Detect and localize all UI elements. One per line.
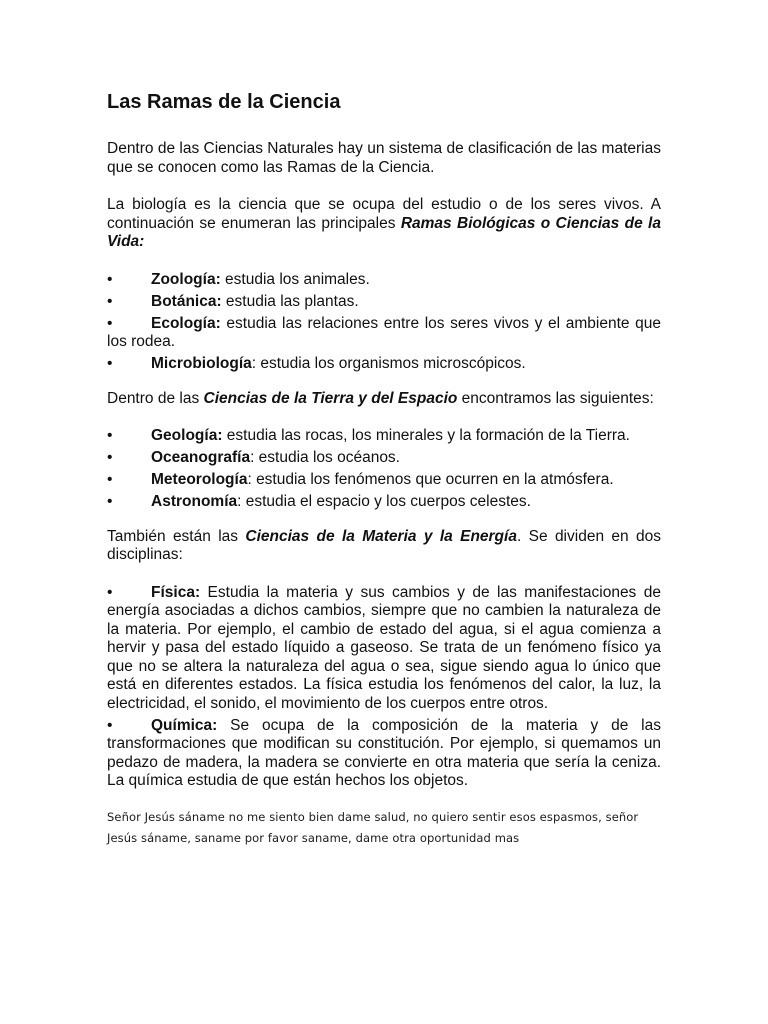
list-item xyxy=(107,355,661,374)
list-item xyxy=(107,471,661,490)
handwritten-note: Señor Jesús sáname no me siento bien dame salud, no quiero sentir esos espasmos, señor Jesús sáname, saname por favor saname, dame otra oportunidad mas xyxy=(107,809,639,845)
branch-desc: estudia las relaciones entre los seres vivos y el ambiente que los rodea. xyxy=(107,314,661,350)
earth-intro-paragraph xyxy=(107,390,661,409)
list-item xyxy=(107,449,661,468)
branch-desc: : estudia el espacio y los cuerpos celestes. xyxy=(237,493,531,510)
branch-term: Meteorología xyxy=(151,471,248,488)
document-body xyxy=(107,88,661,849)
matter-intro-post: . Se dividen en dos disciplinas: xyxy=(107,527,661,563)
earth-intro-post: encontramos las siguientes: xyxy=(457,389,654,407)
list-item xyxy=(107,315,661,352)
branch-term: Zoología: xyxy=(151,270,221,288)
branch-desc: estudia las rocas, los minerales y la formación de la Tierra. xyxy=(222,427,630,444)
bullet: • xyxy=(107,427,113,444)
branch-term: Ecología: xyxy=(151,314,221,332)
list-item xyxy=(107,293,661,312)
earth-branches-list xyxy=(107,427,661,512)
bullet: • xyxy=(107,292,113,310)
bullet: • xyxy=(107,449,113,466)
matter-intro-emphasis: Ciencias de la Materia y la Energía xyxy=(245,527,517,545)
branch-term: Botánica: xyxy=(151,292,222,310)
bullet: • xyxy=(107,314,113,332)
branch-term: Oceanografía xyxy=(151,449,251,466)
branch-term: Geología: xyxy=(151,427,223,444)
branch-desc: Estudia la materia y sus cambios y de las manifestaciones de energía asociadas a dichos cambios, siempre que no cambien la naturaleza de la materia. Por ejemplo, el cambio de estado del agua, si el agua comienza a hervir y pasa del estado líquido a gaseoso. Se trata de un fenómeno físico ya que no se altera la naturaleza del agua o sea, sigue siendo agua lo único que está en diferentes estados. La física estudia los fenómenos del calor, la luz, la electricidad, el sonido, el movimiento de los cuerpos entre otros. xyxy=(107,583,661,712)
branch-desc: : estudia los océanos. xyxy=(250,449,400,466)
branch-desc: : estudia los fenómenos que ocurren en la atmósfera. xyxy=(247,471,614,488)
branch-desc: : estudia los organismos microscópicos. xyxy=(251,355,526,372)
list-item xyxy=(107,584,661,714)
bullet: • xyxy=(107,355,113,372)
intro-paragraph: Dentro de las Ciencias Naturales hay un sistema de clasificación de las materias que se conocen como las Ramas de la Ciencia. xyxy=(107,140,661,176)
bullet: • xyxy=(107,583,113,601)
biology-intro-text: La biología es la ciencia que se ocupa del estudio o de los seres vivos. A continuación se enumeran las principales xyxy=(107,196,661,232)
biology-intro-paragraph xyxy=(107,196,661,252)
matter-intro-pre: También están las xyxy=(107,527,246,545)
branch-desc: estudia las plantas. xyxy=(221,292,359,310)
branch-desc: estudia los animales. xyxy=(220,270,370,288)
list-item xyxy=(107,717,661,791)
bullet: • xyxy=(107,270,113,288)
branch-desc: Se ocupa de la composición de la materia y de las transformaciones que modifican su constitución. Por ejemplo, si quemamos un pedazo de madera, la madera se convierte en otra materia que sería la ceniza. La química estudia de que están hechos los objetos. xyxy=(107,716,661,789)
earth-intro-pre: Dentro de las xyxy=(107,389,204,407)
biology-intro-emphasis: Ramas Biológicas o Ciencias de la Vida: xyxy=(107,214,661,250)
list-item xyxy=(107,271,661,290)
matter-intro-paragraph xyxy=(107,528,661,565)
document-title: Las Ramas de la Ciencia xyxy=(107,91,341,113)
branch-term: Microbiología xyxy=(151,355,252,372)
bullet: • xyxy=(107,716,113,734)
earth-intro-emphasis: Ciencias de la Tierra y del Espacio xyxy=(203,389,458,407)
branch-term: Física: xyxy=(151,583,201,601)
branch-term: Astronomía xyxy=(151,493,238,510)
bullet: • xyxy=(107,471,113,488)
list-item xyxy=(107,493,661,512)
list-item xyxy=(107,427,661,446)
branch-term: Química: xyxy=(151,716,218,734)
bullet: • xyxy=(107,493,113,510)
biology-branches-list xyxy=(107,271,661,374)
matter-branches-list xyxy=(107,584,661,791)
